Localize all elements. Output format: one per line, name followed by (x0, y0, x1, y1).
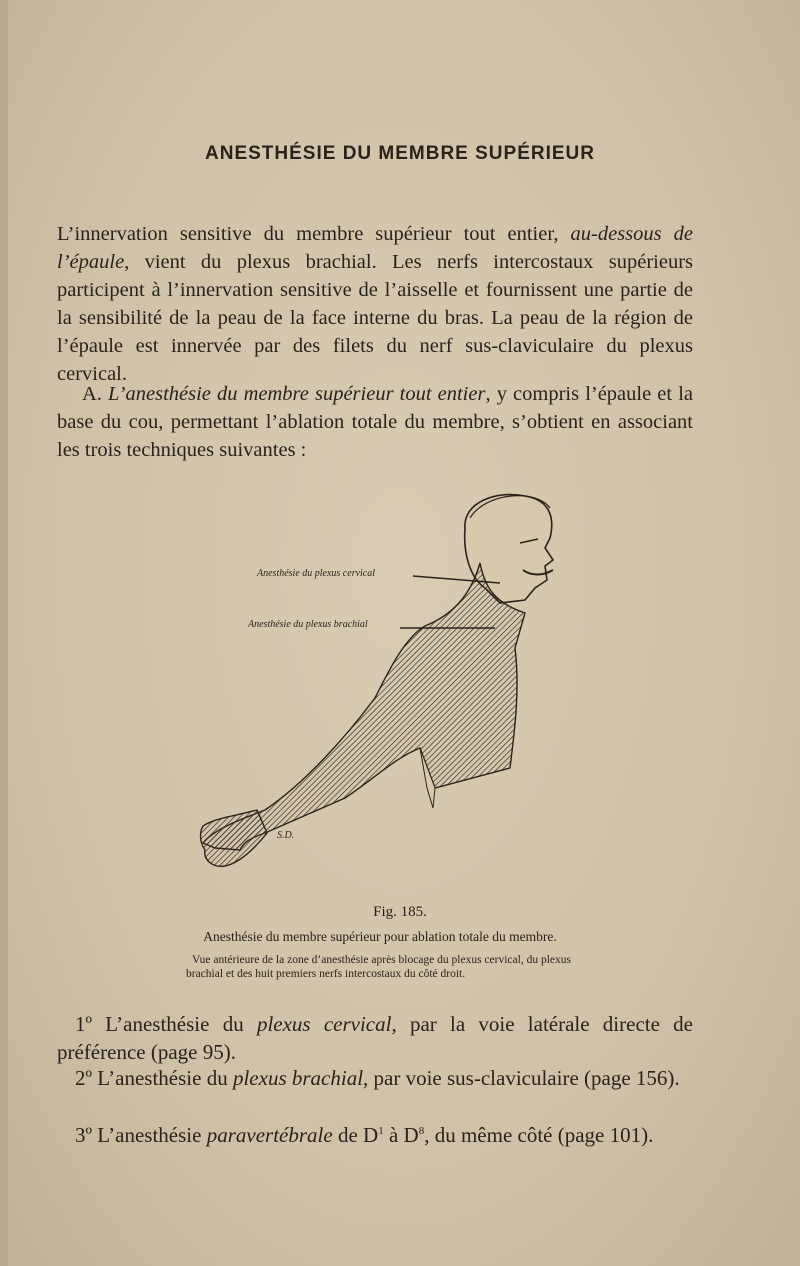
text: A. (82, 383, 109, 405)
list-item (57, 1064, 693, 1092)
emphasis: plexus cervical (256, 1012, 392, 1036)
paragraph-innervation (57, 220, 693, 388)
emphasis: plexus brachial (232, 1066, 364, 1090)
figure-note: Vue antérieure de la zone d’anesthésie après blocage du plexus cervical, du plexus brachial et des huit premiers nerfs intercostaux du côté droit. (186, 954, 571, 980)
text: , du même côté (page 101). (424, 1123, 654, 1147)
text: L’anesthésie (97, 1123, 207, 1147)
emphasis: paravertébrale (206, 1123, 333, 1147)
text: , vient du plexus brachial. Les nerfs intercostaux supérieurs participent à l’innervation sensitive de l’aisselle et fournissent une partie de la sensibilité de la peau de la face interne du bras. La peau de la région de l’épaule est innervée par des filets du nerf sus-claviculaire du plexus cervical. (57, 251, 693, 385)
item-number: 3º (75, 1123, 98, 1147)
text: L’innervation sensitive du membre supérieur tout entier, (57, 223, 571, 245)
figure-signature: S.D. (277, 830, 295, 841)
label-brachial-plexus: Anesthésie du plexus brachial (248, 619, 368, 630)
text: L’anesthésie du (105, 1012, 257, 1036)
text: , y compris l’épaule et la base du cou, permettant l’ablation totale du membre, s’obtient en associant les trois techniques suivantes : (57, 383, 693, 461)
text: de D (332, 1123, 379, 1147)
emphasis: L’anesthésie du membre supérieur tout entier (108, 383, 486, 405)
emphasis: au-dessous de l’épaule (57, 223, 693, 273)
text: , par voie sus-claviculaire (page 156). (363, 1066, 680, 1090)
item-number: 2º (75, 1066, 98, 1090)
anatomical-illustration (195, 488, 575, 878)
shaded-zone (203, 563, 525, 850)
hand (201, 810, 267, 866)
list-item (57, 1010, 693, 1066)
figure-caption: Anesthésie du membre supérieur pour ablation totale du membre. (203, 929, 557, 944)
superscript: 8 (418, 1125, 425, 1137)
page-edge (0, 0, 8, 1266)
label-cervical-plexus: Anesthésie du plexus cervical (257, 568, 376, 579)
text: L’anesthésie du (97, 1066, 233, 1090)
text: , par la voie latérale directe de préférence (page 95). (57, 1012, 693, 1064)
item-number: 1º (75, 1012, 106, 1036)
list-item (57, 1117, 693, 1149)
paragraph-technique-a (57, 380, 693, 464)
text: à D (383, 1123, 419, 1147)
superscript: 1 (378, 1125, 384, 1137)
figure-number: Fig. 185. (373, 904, 427, 920)
page-title: ANESTHÉSIE DU MEMBRE SUPÉRIEUR (205, 143, 595, 164)
